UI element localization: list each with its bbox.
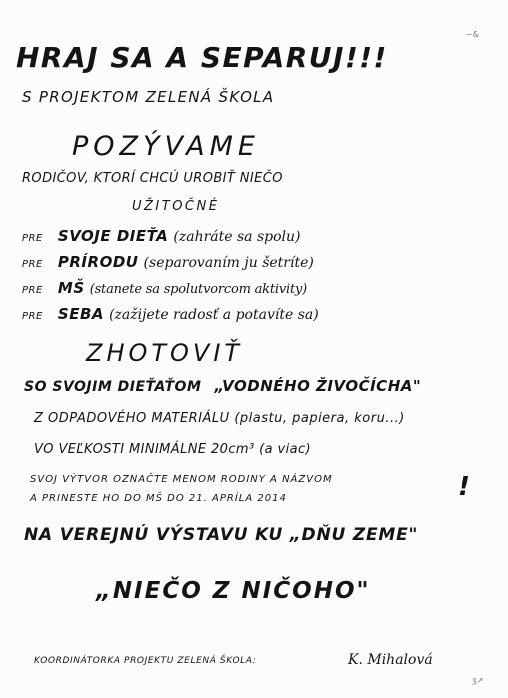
- pre-note: (zažijete radosť a potavíte sa): [109, 307, 319, 323]
- useful-line: UŽITOČNÉ: [132, 199, 220, 214]
- slogan: „NIEČO Z NIČOHO": [96, 578, 371, 604]
- pre-note: (stanete sa spolutvorcom aktivity): [89, 282, 307, 297]
- animal-quote: „VODNÉHO ŽIVOČÍCHA": [214, 377, 422, 395]
- pre-target: PRÍRODU: [57, 253, 139, 271]
- with-child-line: [24, 378, 421, 394]
- invite-heading: POZÝVAME: [72, 131, 260, 162]
- deadline-exclamation: !: [458, 472, 471, 502]
- parents-line: RODIČOV, KTORÍ CHCÚ UROBIŤ NIEČO: [22, 171, 283, 186]
- coordinator-label: KOORDINÁTORKA PROJEKTU ZELENÁ ŠKOLA:: [34, 656, 257, 666]
- pre-note: (zahráte sa spolu): [173, 229, 301, 245]
- exhibition-line: NA VEREJNÚ VÝSTAVU KU „DŇU ZEME": [24, 525, 419, 545]
- pre-line-nature: [22, 254, 314, 270]
- pre-line-self: [22, 306, 319, 322]
- pre-target: SEBA: [57, 305, 104, 323]
- pre-prefix: PRE: [22, 233, 43, 244]
- pre-line-child: [22, 228, 301, 244]
- pre-prefix: PRE: [22, 311, 43, 322]
- poster-subtitle: S PROJEKTOM ZELENÁ ŠKOLA: [22, 88, 275, 106]
- deadline-line: A PRINESTE HO DO MŠ DO 21. APRÍLA 2014: [30, 493, 287, 504]
- pre-prefix: PRE: [22, 259, 43, 270]
- corner-mark-top: ~&: [466, 30, 479, 39]
- pre-line-school: [22, 280, 307, 296]
- pre-prefix: PRE: [22, 285, 43, 296]
- pre-target: MŠ: [57, 279, 85, 297]
- corner-mark-bottom: ʒ↗: [472, 676, 484, 685]
- poster-title: HRAJ SA A SEPARUJ!!!: [16, 41, 388, 74]
- coordinator-signature: K. Mihalová: [348, 652, 433, 668]
- with-child-text: SO SVOJIM DIEŤAŤOM: [24, 379, 202, 395]
- pre-note: (separovaním ju šetríte): [143, 255, 314, 271]
- pre-target: SVOJE DIEŤA: [57, 227, 169, 245]
- size-line: VO VEĽKOSTI MINIMÁLNE 20cm³ (a viac): [34, 442, 311, 457]
- material-line: Z ODPADOVÉHO MATERIÁLU (plastu, papiera, koru...): [34, 411, 405, 426]
- make-heading: ZHOTOVIŤ: [86, 339, 244, 367]
- label-instruction: SVOJ VÝTVOR OZNAČTE MENOM RODINY A NÁZVOM: [30, 474, 333, 485]
